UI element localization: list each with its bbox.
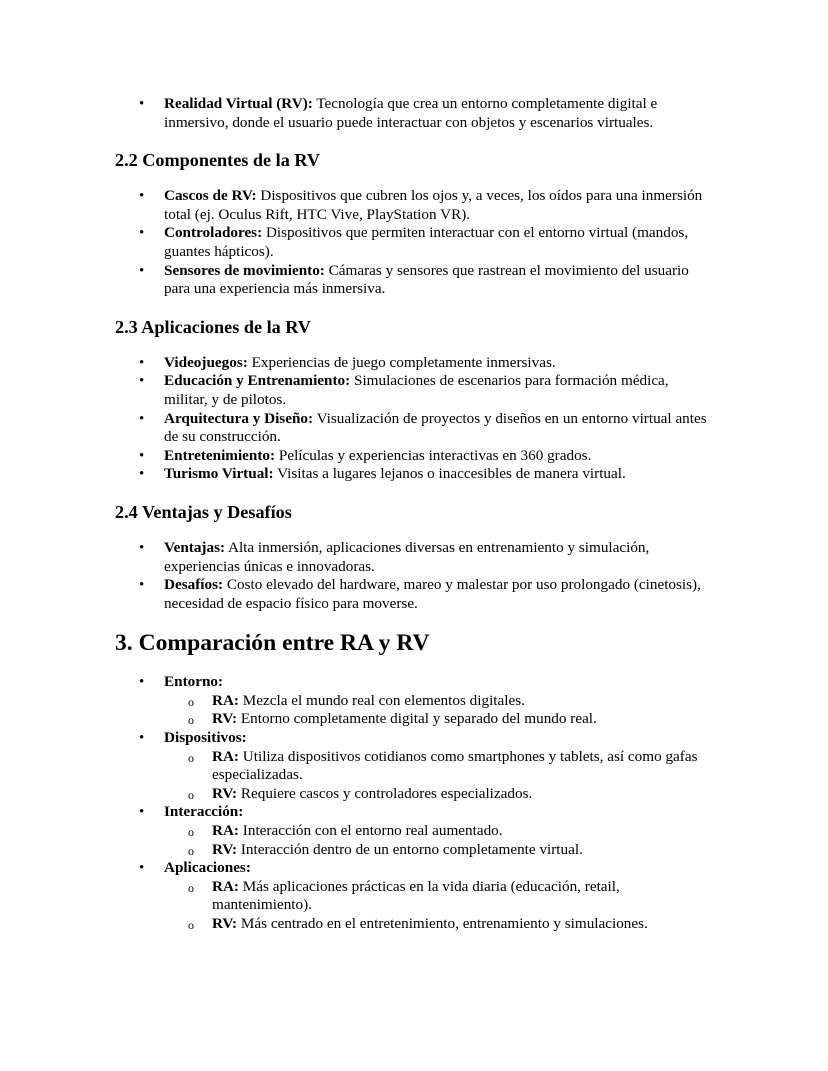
sub-list xyxy=(115,822,715,859)
group-label: Interacción: xyxy=(164,803,244,821)
item-text: Dispositivos que permiten interactuar con el entorno virtual (mandos, guantes hápticos). xyxy=(164,224,689,260)
item-text: Tecnología que crea un entorno completamente digital e inmersivo, donde el usuario puede interactuar con objetos y escenarios virtuales. xyxy=(164,95,658,131)
item-term: RV: xyxy=(212,784,238,802)
item-term: RV: xyxy=(212,710,238,728)
sub-list xyxy=(115,878,715,934)
item-term: Cascos de RV: xyxy=(164,187,257,205)
sub-list xyxy=(115,692,715,729)
sub-list-item xyxy=(115,822,715,841)
list-item xyxy=(115,539,715,576)
item-text: Mezcla el mundo real con elementos digitales. xyxy=(239,691,525,709)
item-text: Requiere cascos y controladores especializados. xyxy=(237,784,533,802)
sub-list-item xyxy=(115,878,715,915)
list-item xyxy=(115,354,715,373)
sub-list-item xyxy=(115,710,715,729)
sub-list-item xyxy=(115,841,715,860)
item-term: Controladores: xyxy=(164,224,263,242)
list-item xyxy=(115,224,715,261)
sub-list xyxy=(115,748,715,804)
list-item xyxy=(115,729,715,803)
item-term: Desafíos: xyxy=(164,576,224,594)
list-item xyxy=(115,859,715,933)
item-text: Visualización de proyectos y diseños en un entorno virtual antes de su construcción. xyxy=(164,409,707,446)
item-term: RV: xyxy=(212,840,238,858)
comparison-list xyxy=(115,673,715,933)
item-text: Utiliza dispositivos cotidianos como smartphones y tablets, así como gafas especializadas. xyxy=(212,747,698,784)
list-item xyxy=(115,372,715,409)
item-term: Sensores de movimiento: xyxy=(164,261,325,279)
item-term: Entretenimiento: xyxy=(164,446,276,464)
item-term: RA: xyxy=(212,822,239,840)
item-term: RA: xyxy=(212,877,239,895)
group-label: Aplicaciones: xyxy=(164,859,251,877)
item-term: Ventajas: xyxy=(164,538,226,556)
sub-list-item xyxy=(115,785,715,804)
item-term: Arquitectura y Diseño: xyxy=(164,409,314,427)
item-text: Experiencias de juego completamente inmersivas. xyxy=(247,353,556,371)
pros-cons-list xyxy=(115,539,715,613)
item-text: Interacción con el entorno real aumentado. xyxy=(239,822,503,840)
list-item xyxy=(115,95,715,132)
item-term: Educación y Entrenamiento: xyxy=(164,372,351,390)
item-term: RA: xyxy=(212,747,239,765)
group-label: Entorno: xyxy=(164,673,224,691)
document-content xyxy=(115,95,715,934)
item-text: Películas y experiencias interactivas en 360 grados. xyxy=(275,446,592,464)
sub-list-item xyxy=(115,692,715,711)
item-text: Cámaras y sensores que rastrean el movimiento del usuario para una experiencia más inmersiva. xyxy=(164,261,689,298)
list-item xyxy=(115,262,715,299)
item-text: Interacción dentro de un entorno completamente virtual. xyxy=(237,840,583,858)
item-text: Dispositivos que cubren los ojos y, a veces, los oídos para una inmersión total (ej. Oculus Rift, HTC Vive, PlayStation VR). xyxy=(164,187,703,223)
list-item xyxy=(115,187,715,224)
item-term: Realidad Virtual (RV): xyxy=(164,95,313,112)
group-label: Dispositivos: xyxy=(164,729,247,747)
list-item xyxy=(115,673,715,729)
list-item xyxy=(115,410,715,447)
item-text: Costo elevado del hardware, mareo y malestar por uso prolongado (cinetosis), necesidad de espacio físico para moverse. xyxy=(164,576,701,612)
item-term: RA: xyxy=(212,691,239,709)
item-text: Alta inmersión, aplicaciones diversas en entrenamiento y simulación, experiencias únicas e innovadoras. xyxy=(164,538,650,575)
components-list xyxy=(115,187,715,299)
item-text: Visitas a lugares lejanos o inaccesibles de manera virtual. xyxy=(273,465,626,483)
item-term: RV: xyxy=(212,915,238,932)
section-heading-2-3: 2.3 Aplicaciones de la RV xyxy=(115,316,311,337)
list-item xyxy=(115,465,715,484)
item-text: Más aplicaciones prácticas en la vida diaria (educación, retail, mantenimiento). xyxy=(212,877,620,914)
intro-list xyxy=(115,95,715,132)
list-item xyxy=(115,447,715,466)
item-text: Más centrado en el entretenimiento, entrenamiento y simulaciones. xyxy=(237,915,648,932)
sub-list-item xyxy=(115,748,715,785)
section-heading-3: 3. Comparación entre RA y RV xyxy=(115,630,430,657)
item-text: Entorno completamente digital y separado del mundo real. xyxy=(237,710,597,728)
sub-list-item xyxy=(115,915,715,934)
item-term: Videojuegos: xyxy=(164,353,248,371)
list-item xyxy=(115,576,715,613)
list-item xyxy=(115,803,715,859)
applications-list xyxy=(115,354,715,484)
section-heading-2-4: 2.4 Ventajas y Desafíos xyxy=(115,501,292,522)
item-text: Simulaciones de escenarios para formación médica, militar, y de pilotos. xyxy=(164,372,669,408)
item-term: Turismo Virtual: xyxy=(164,465,274,483)
section-heading-2-2: 2.2 Componentes de la RV xyxy=(115,150,320,171)
